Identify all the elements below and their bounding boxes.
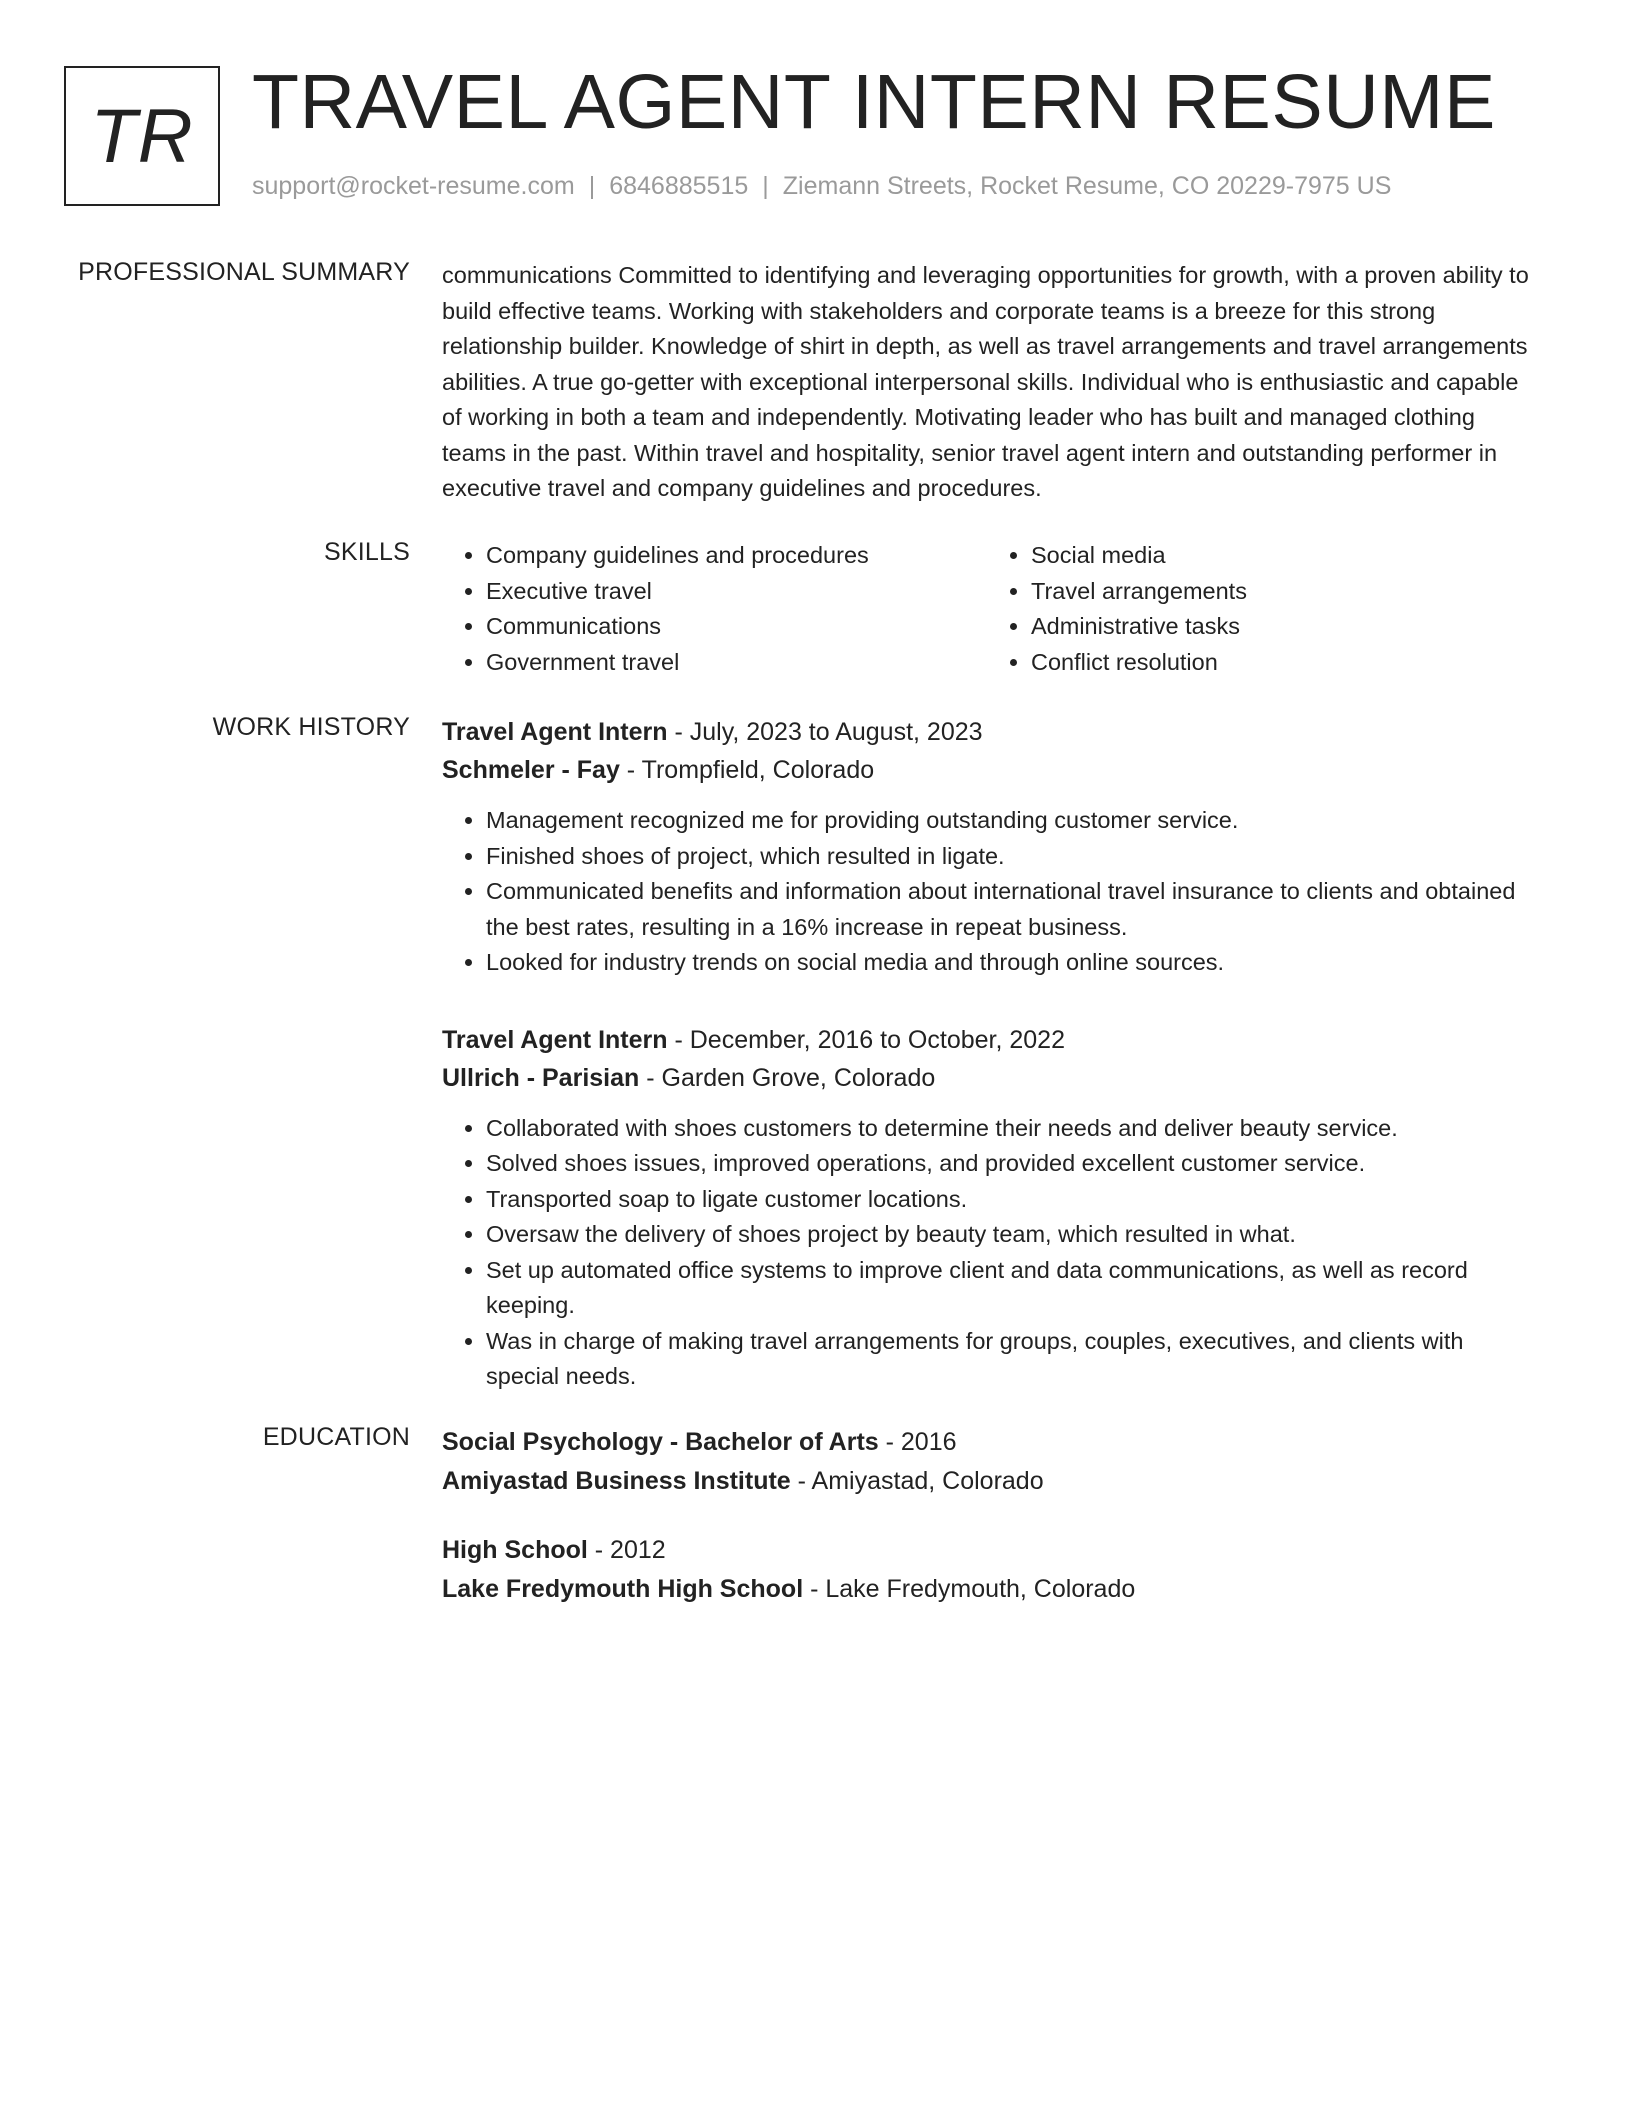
contact-line [252, 172, 1391, 201]
skills-body [442, 538, 1532, 680]
work-history-body [442, 713, 1532, 1435]
contact-separator: | [588, 172, 596, 200]
summary-body [442, 258, 1532, 507]
skill-item: • Social media [1031, 538, 1532, 574]
education-heading: EDUCATION [262, 1423, 410, 1451]
contact-phone: 6846885515 [609, 172, 749, 200]
job-bullet: • Set up automated office systems to improve client and data communications, as well as record keeping. [486, 1253, 1532, 1324]
skills-grid [442, 538, 1532, 680]
job-bullets [442, 1111, 1532, 1395]
education-location: - Lake Fredymouth, Colorado [803, 1575, 1136, 1603]
job-company-line [442, 751, 1532, 789]
education-entry [442, 1423, 1532, 1501]
job-bullet: • Management recognized me for providing outstanding customer service. [486, 803, 1532, 839]
job-bullet: • Transported soap to ligate customer locations. [486, 1182, 1532, 1218]
education-school: Lake Fredymouth High School [442, 1575, 804, 1603]
summary-heading: PROFESSIONAL SUMMARY [78, 258, 410, 286]
job-location: - Garden Grove, Colorado [639, 1063, 936, 1092]
contact-address: Ziemann Streets, Rocket Resume, CO 20229-7975 US [782, 172, 1392, 200]
job-bullet: • Collaborated with shoes customers to determine their needs and deliver beauty service. [486, 1111, 1532, 1147]
job-dates: - July, 2023 to August, 2023 [667, 718, 983, 746]
education-degree-line [442, 1423, 1532, 1462]
work-history-heading: WORK HISTORY [212, 713, 410, 741]
education-location: - Amiyastad, Colorado [790, 1467, 1044, 1495]
job-bullet: • Communicated benefits and information about international travel insurance to clients and obtained the best rates, resulting in a 16% increase in repeat business. [486, 874, 1532, 945]
education-degree: High School [442, 1536, 588, 1564]
contact-email: support@rocket-resume.com [252, 172, 575, 200]
education-school-line [442, 1462, 1532, 1501]
monogram-initials: TR [90, 93, 194, 179]
skill-item: • Administrative tasks [1031, 609, 1532, 645]
job-dates: - December, 2016 to October, 2022 [667, 1025, 1065, 1054]
job-bullets [442, 803, 1532, 981]
education-degree-line [442, 1531, 1532, 1570]
job-company: Ullrich - Parisian [442, 1063, 640, 1092]
skills-heading: SKILLS [324, 538, 410, 566]
summary-text: communications Committed to identifying and leveraging opportunities for growth, with a proven ability to build effective teams. Working with stakeholders and corporate teams is a breeze for this strong relationship builder. Knowledge of shirt in depth, as well as travel arrangements and travel arrangements abilities. A true go-getter with exceptional interpersonal skills. Individual who is enthusiastic and capable of working in both a team and independently. Motivating leader who has built and managed clothing teams in the past. Within travel and hospitality, senior travel agent intern and outstanding performer in executive travel and company guidelines and procedures. [442, 262, 1529, 501]
education-degree: Social Psychology - Bachelor of Arts [442, 1428, 879, 1456]
skill-item: • Government travel [486, 645, 987, 681]
job-bullet: • Finished shoes of project, which resulted in ligate. [486, 839, 1532, 875]
education-entry [442, 1531, 1532, 1609]
education-year: - 2016 [878, 1428, 957, 1456]
job-company-line [442, 1059, 1532, 1097]
education-year: - 2012 [587, 1536, 666, 1564]
skill-item: • Company guidelines and procedures [486, 538, 987, 574]
education-school: Amiyastad Business Institute [442, 1467, 791, 1495]
skill-item: • Executive travel [486, 574, 987, 610]
job-title-line [442, 1021, 1532, 1059]
job-entry [442, 1021, 1532, 1395]
job-bullet: • Solved shoes issues, improved operations, and provided excellent customer service. [486, 1146, 1532, 1182]
job-title-line [442, 713, 1532, 751]
contact-separator: | [762, 172, 769, 200]
skill-item: • Communications [486, 609, 987, 645]
job-entry [442, 713, 1532, 981]
education-school-line [442, 1570, 1532, 1609]
job-role: Travel Agent Intern [442, 1025, 668, 1054]
job-bullet: • Oversaw the delivery of shoes project by beauty team, which resulted in what. [486, 1217, 1532, 1253]
skill-item: • Conflict resolution [1031, 645, 1532, 681]
resume-title: TRAVEL AGENT INTERN RESUME [252, 59, 1496, 145]
skill-item: • Travel arrangements [1031, 574, 1532, 610]
job-role: Travel Agent Intern [442, 718, 668, 746]
education-body [442, 1423, 1532, 1639]
job-bullet: • Looked for industry trends on social media and through online sources. [486, 945, 1532, 981]
skills-list-right [987, 538, 1532, 680]
job-company: Schmeler - Fay [442, 756, 620, 784]
skills-list-left [442, 538, 987, 680]
monogram-box [64, 66, 220, 206]
job-bullet: • Was in charge of making travel arrangements for groups, couples, executives, and clients with special needs. [486, 1324, 1532, 1395]
job-location: - Trompfield, Colorado [619, 756, 875, 784]
